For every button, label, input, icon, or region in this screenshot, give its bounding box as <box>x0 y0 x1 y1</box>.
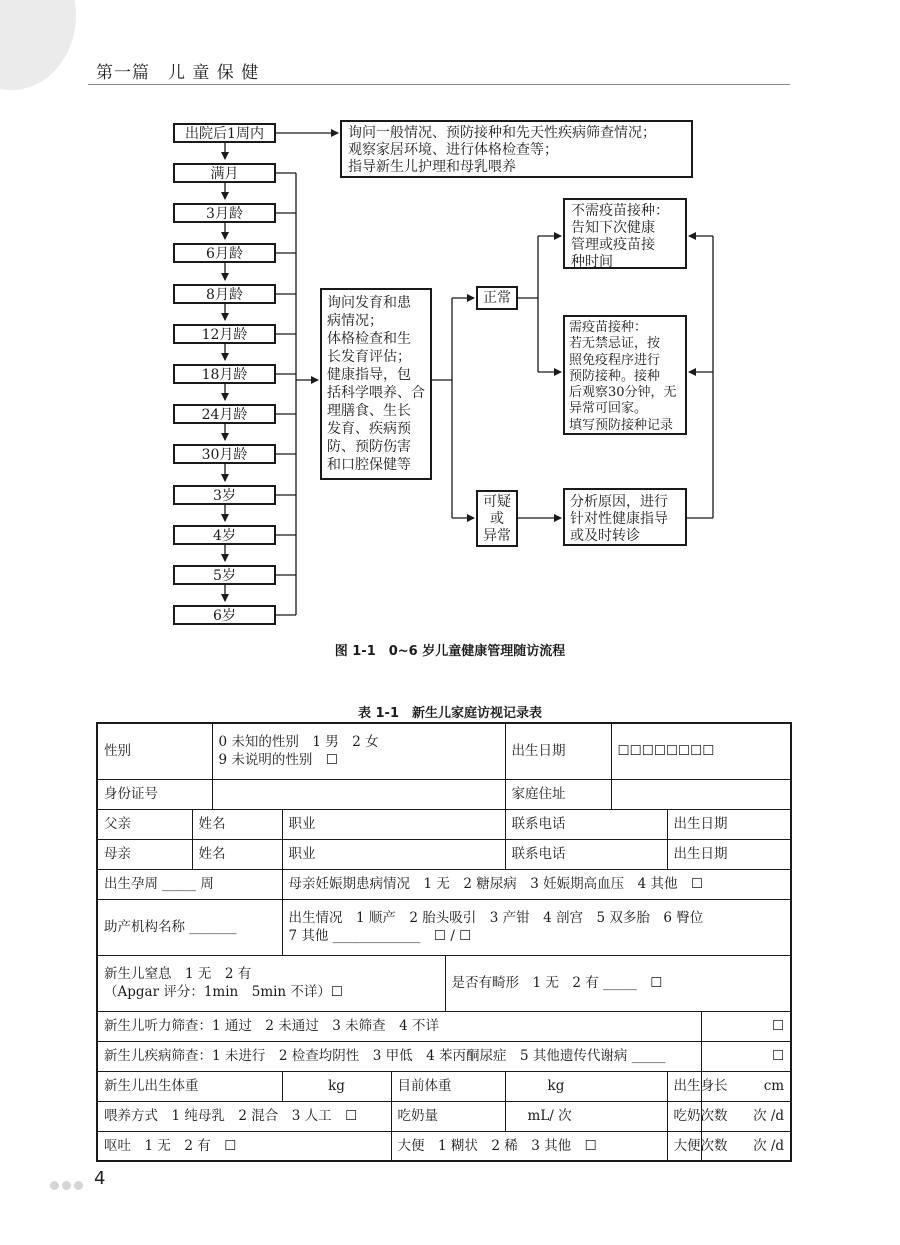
stage-box: 3月龄 <box>173 203 276 223</box>
stage-box: 24月龄 <box>173 404 276 424</box>
box-line: 后观察30分钟，无 <box>569 385 677 401</box>
birth-length-unit: cm <box>701 1071 791 1101</box>
box-line: 预防接种。接种 <box>569 368 661 384</box>
box-line: 或及时转诊 <box>570 528 640 544</box>
stage-box: 18月龄 <box>173 364 276 384</box>
name-label: 姓名 <box>192 839 282 869</box>
box-line: 和口腔保健等 <box>327 457 411 473</box>
birth-status[interactable] <box>282 899 791 955</box>
disease-screen: 新生儿疾病筛查：1 未进行 2 检查均阴性 3 甲低 4 苯丙酮尿症 5 其他遗传代谢病 _____ <box>97 1041 701 1071</box>
disease-screen-checkbox[interactable]: ☐ <box>701 1041 791 1071</box>
job-label: 职业 <box>282 809 505 839</box>
birth-weight-unit: kg <box>282 1071 391 1101</box>
birth-date-label: 出生日期 <box>505 723 611 779</box>
vomit[interactable]: 呕吐 1 无 2 有 ☐ <box>97 1131 391 1161</box>
dob-label: 出生日期 <box>667 839 791 869</box>
asphyxia-line: （Apgar 评分：1min 5min 不详）☐ <box>104 984 344 1000</box>
first-visit-box <box>340 120 693 178</box>
current-weight-label: 目前体重 <box>391 1071 505 1101</box>
dot-icon <box>74 1181 83 1190</box>
midwife-org[interactable]: 助产机构名称 _______ <box>97 899 282 955</box>
box-line: 分析原因，进行 <box>570 494 668 510</box>
sex-options-line: 0 未知的性别 1 男 2 女 <box>218 734 379 751</box>
dob-label: 出生日期 <box>667 809 791 839</box>
stage-box: 12月龄 <box>173 324 276 344</box>
analysis-box <box>563 488 687 546</box>
mother-label: 母亲 <box>97 839 192 869</box>
table-row <box>97 779 791 809</box>
box-line: 防、预防伤害 <box>327 439 411 455</box>
box-line: 管理或疫苗接 <box>571 237 655 253</box>
abnormal-box <box>476 490 518 547</box>
figure-caption: 图 1-1 0~6 岁儿童健康管理随访流程 <box>334 644 566 659</box>
box-line: 病情况； <box>327 313 383 329</box>
birth-weight-label: 新生儿出生体重 <box>97 1071 282 1101</box>
sex-options <box>212 723 505 779</box>
milk-amount-unit: mL/ 次 <box>505 1101 667 1131</box>
stage-box: 6月龄 <box>173 243 276 263</box>
gestation-weeks[interactable]: 出生孕周 _____ 周 <box>97 869 282 899</box>
table-row <box>97 869 791 899</box>
table-row <box>97 839 791 869</box>
stage-box: 30月龄 <box>173 444 276 464</box>
feed-times-label: 吃奶次数 <box>667 1101 701 1131</box>
birth-date-boxes[interactable]: ☐☐☐☐☐☐☐☐ <box>611 723 791 779</box>
box-line: 针对性健康指导 <box>570 511 668 527</box>
feed-times-unit: 次 /d <box>701 1101 791 1131</box>
box-line: 异常 <box>483 528 511 544</box>
box-line: 括科学喂养、合 <box>327 385 425 401</box>
current-weight-unit: kg <box>505 1071 667 1101</box>
table-row <box>97 1041 791 1071</box>
dot-icon <box>62 1181 71 1190</box>
asphyxia[interactable] <box>97 955 445 1011</box>
no-vaccine-box <box>563 198 687 269</box>
table-row <box>97 723 791 779</box>
stage-box: 满月 <box>173 163 276 183</box>
birth-length-label: 出生身长 <box>667 1071 701 1101</box>
id-field[interactable] <box>212 779 505 809</box>
box-line: 询问一般情况、预防接种和先天性疾病筛查情况； <box>348 125 656 141</box>
box-line: 需疫苗接种： <box>569 320 648 335</box>
table-row <box>97 1071 791 1101</box>
table-row <box>97 809 791 839</box>
table-row <box>97 899 791 955</box>
stool[interactable]: 大便 1 糊状 2 稀 3 其他 ☐ <box>391 1131 667 1161</box>
page-dots <box>50 1175 86 1194</box>
dot-icon <box>50 1181 59 1190</box>
stage-box: 5岁 <box>173 565 276 585</box>
box-line: 长发育评估； <box>327 349 411 365</box>
stage-box: 8月龄 <box>173 284 276 304</box>
address-field[interactable] <box>611 779 791 809</box>
box-line: 填写预防接种记录 <box>569 417 674 433</box>
box-line: 或 <box>490 511 504 527</box>
table-row <box>97 1011 791 1041</box>
sex-options-line: 9 未说明的性别 ☐ <box>218 752 338 769</box>
stool-times-unit: 次 /d <box>701 1131 791 1161</box>
stage-box: 3岁 <box>173 485 276 505</box>
box-line: 健康指导，包 <box>327 367 411 383</box>
sex-label: 性别 <box>97 723 212 779</box>
hearing-screen: 新生儿听力筛查：1 通过 2 未通过 3 未筛查 4 不详 <box>97 1011 701 1041</box>
feeding-method[interactable]: 喂养方式 1 纯母乳 2 混合 3 人工 ☐ <box>97 1101 391 1131</box>
table-row <box>97 955 791 1011</box>
asphyxia-line: 新生儿窒息 1 无 2 有 <box>104 966 252 982</box>
box-line: 告知下次健康 <box>571 220 655 236</box>
box-line: 理膳食、生长 <box>327 403 411 419</box>
box-line: 种时间 <box>571 254 613 270</box>
box-line: 可疑 <box>483 494 511 510</box>
vaccine-box <box>563 315 687 435</box>
table-row <box>97 1101 791 1131</box>
box-line: 若无禁忌证，按 <box>569 336 661 352</box>
page-number: 4 <box>94 1168 106 1189</box>
job-label: 职业 <box>282 839 505 869</box>
home-visit-record-table <box>96 722 792 1162</box>
id-label: 身份证号 <box>97 779 212 809</box>
phone-label: 联系电话 <box>505 809 667 839</box>
routine-check-box <box>320 288 432 480</box>
deformity[interactable]: 是否有畸形 1 无 2 有 _____ ☐ <box>445 955 791 1011</box>
box-line: 发育、疾病预 <box>327 421 411 437</box>
birth-status-line: 出生情况 1 顺产 2 胎头吸引 3 产钳 4 剖宫 5 双多胎 6 臀位 <box>288 910 704 926</box>
normal-box: 正常 <box>476 286 518 310</box>
hearing-checkbox[interactable]: ☐ <box>701 1011 791 1041</box>
stool-times-label: 大便次数 <box>667 1131 701 1161</box>
phone-label: 联系电话 <box>505 839 667 869</box>
box-line: 询问发育和患 <box>327 295 411 311</box>
box-line: 体格检查和生 <box>327 331 411 347</box>
maternal-disease[interactable]: 母亲妊娠期患病情况 1 无 2 糖尿病 3 妊娠期高血压 4 其他 ☐ <box>282 869 791 899</box>
stage-box: 6岁 <box>173 605 276 625</box>
box-line: 照免疫程序进行 <box>569 352 661 368</box>
address-label: 家庭住址 <box>505 779 611 809</box>
table-row <box>97 1131 791 1161</box>
running-header: 第一篇 儿 童 保 健 <box>96 63 260 83</box>
box-line: 指导新生儿护理和母乳喂养 <box>348 159 516 175</box>
box-line: 异常可回家。 <box>569 401 648 417</box>
box-line: 观察家居环境、进行体格检查等； <box>348 142 558 158</box>
birth-status-line: 7 其他 _____________ ☐ / ☐ <box>288 928 472 944</box>
table-title: 表 1-1 新生儿家庭访视记录表 <box>357 706 542 721</box>
stage-box: 出院后1周内 <box>173 123 276 143</box>
father-label: 父亲 <box>97 809 192 839</box>
name-label: 姓名 <box>192 809 282 839</box>
box-line: 不需疫苗接种： <box>571 203 669 219</box>
stage-box: 4岁 <box>173 525 276 545</box>
milk-amount-label: 吃奶量 <box>391 1101 505 1131</box>
